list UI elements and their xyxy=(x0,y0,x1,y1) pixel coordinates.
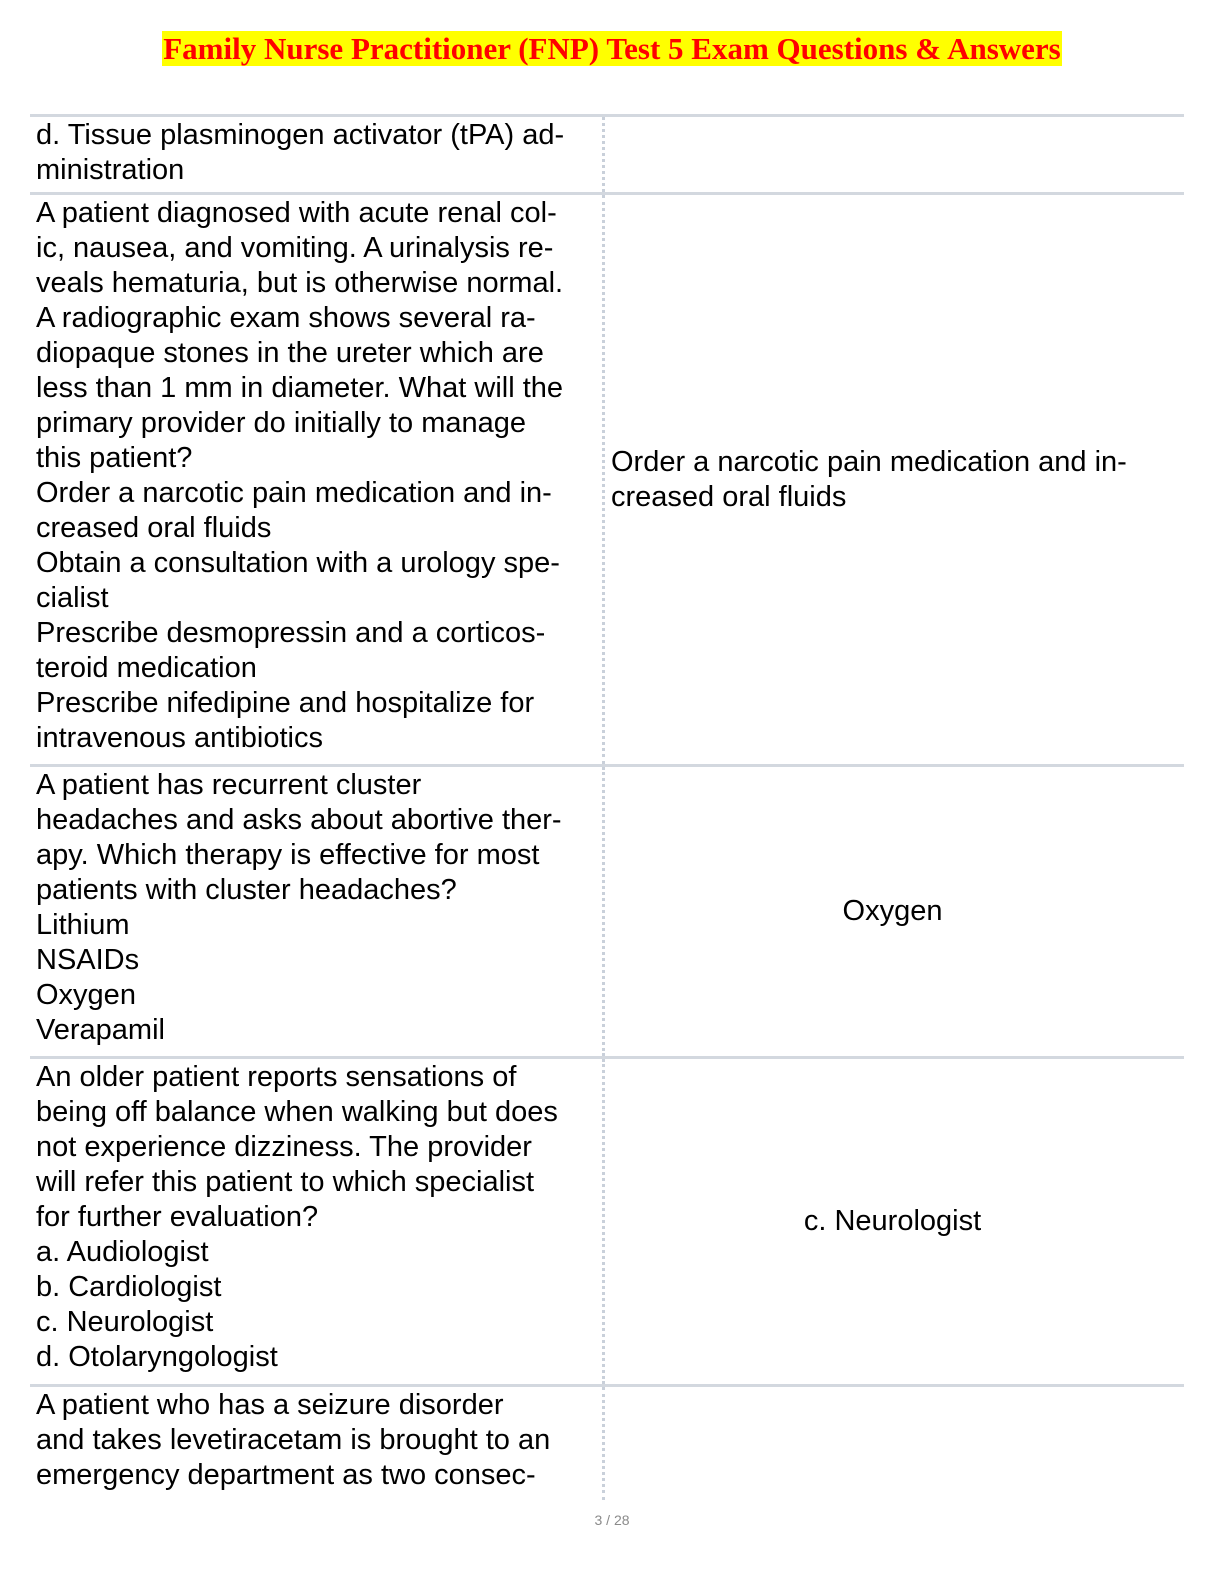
question-line: An older patient reports sensations of xyxy=(36,1061,517,1093)
option-line: Prescribe nifedipine and hospitalize for xyxy=(36,687,535,719)
question-line: less than 1 mm in diameter. What will the xyxy=(36,372,564,404)
question-cell xyxy=(30,767,605,1056)
qa-row xyxy=(30,1056,1184,1384)
question-line: veals hematuria, but is otherwise normal. xyxy=(36,267,564,299)
document-title-text: Family Nurse Practitioner (FNP) Test 5 Exam Questions & Answers xyxy=(163,31,1061,66)
question-line: will refer this patient to which specialist xyxy=(36,1166,535,1198)
option-line: Lithium xyxy=(36,909,130,941)
option-line: Prescribe desmopressin and a corticos- xyxy=(36,617,546,649)
question-line: apy. Which therapy is effective for most xyxy=(36,839,540,871)
option-line: creased oral fluids xyxy=(36,512,272,544)
option-line: Verapamil xyxy=(36,1014,165,1046)
option-line: a. Audiologist xyxy=(36,1236,209,1268)
option-line: c. Neurologist xyxy=(36,1306,214,1338)
option-line: cialist xyxy=(36,582,109,614)
question-cell xyxy=(30,1059,605,1384)
answer-cell xyxy=(605,767,1184,1056)
document-title xyxy=(0,30,1224,68)
question-line: not experience dizziness. The provider xyxy=(36,1131,532,1163)
question-line: A radiographic exam shows several ra- xyxy=(36,302,536,334)
question-line: A patient has recurrent cluster xyxy=(36,769,422,801)
question-cell xyxy=(30,117,605,192)
page-number: 3 / 28 xyxy=(594,1512,630,1528)
option-line: Order a narcotic pain medication and in- xyxy=(36,477,552,509)
question-line: and takes levetiracetam is brought to an xyxy=(36,1424,551,1456)
question-line: ministration xyxy=(36,154,185,186)
option-line: Obtain a consultation with a urology spe- xyxy=(36,547,560,579)
question-line: patients with cluster headaches? xyxy=(36,874,457,906)
qa-row xyxy=(30,1384,1184,1500)
question-line: primary provider do initially to manage xyxy=(36,407,526,439)
option-line: b. Cardiologist xyxy=(36,1271,222,1303)
question-line: ic, nausea, and vomiting. A urinalysis re- xyxy=(36,232,554,264)
qa-row xyxy=(30,114,1184,192)
option-line: intravenous antibiotics xyxy=(36,722,323,754)
question-line: d. Tissue plasminogen activator (tPA) ad- xyxy=(36,119,565,151)
answer-line: Oxygen xyxy=(842,895,943,927)
answer-line: creased oral fluids xyxy=(611,480,847,513)
answer-cell xyxy=(605,195,1184,764)
answer-line: c. Neurologist xyxy=(803,1205,982,1237)
question-cell xyxy=(30,195,605,764)
question-cell xyxy=(30,1387,605,1500)
answer-cell xyxy=(605,1059,1184,1384)
question-line: diopaque stones in the ureter which are xyxy=(36,337,544,369)
option-line: teroid medication xyxy=(36,652,257,684)
question-line: A patient diagnosed with acute renal col- xyxy=(36,197,557,229)
answer-cell xyxy=(605,1387,1184,1500)
option-line: Oxygen xyxy=(36,979,136,1011)
question-line: A patient who has a seizure disorder xyxy=(36,1389,504,1421)
option-line: NSAIDs xyxy=(36,944,140,976)
question-line: being off balance when walking but does xyxy=(36,1096,558,1128)
answer-cell xyxy=(605,117,1184,192)
qa-table xyxy=(30,114,1184,1500)
answer-line: Order a narcotic pain medication and in- xyxy=(611,445,1127,478)
question-line: this patient? xyxy=(36,442,193,474)
question-line: headaches and asks about abortive ther- xyxy=(36,804,562,836)
question-line: for further evaluation? xyxy=(36,1201,319,1233)
qa-row xyxy=(30,764,1184,1056)
question-line: emergency department as two consec- xyxy=(36,1459,536,1491)
qa-row xyxy=(30,192,1184,764)
option-line: d. Otolaryngologist xyxy=(36,1341,278,1373)
